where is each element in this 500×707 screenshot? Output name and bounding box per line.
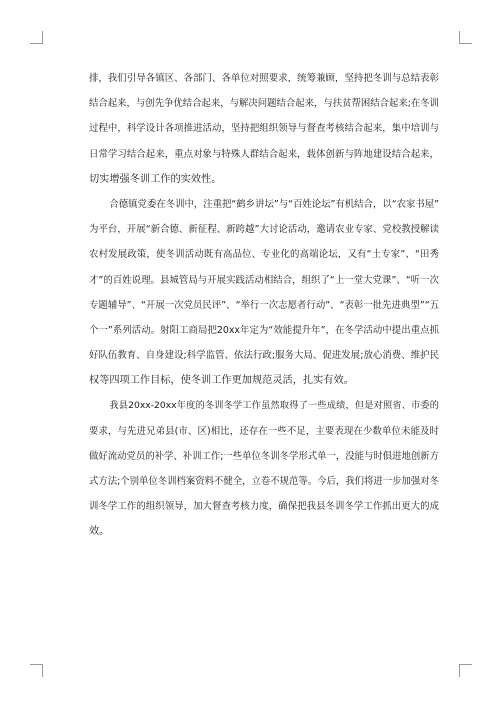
text-line: 专题辅导”、“开展一次党员民评”、“举行一次志愿者行动”、“表彰一批先进典型”“五 <box>89 299 439 311</box>
text-line: 才”的百姓说理。县城管局与开展实践活动相结合，组织了“上一堂大党课”、“听一次 <box>89 274 439 286</box>
crop-mark-bottom-right <box>459 664 472 677</box>
text-line: 我县20xx-20xx年度的冬训冬学工作虽然取得了一些成绩，但是对照省、市委的 <box>109 400 439 412</box>
crop-mark-bottom-left <box>30 664 43 677</box>
text-line: 做好流动党员的补学、补训工作;一些单位冬训冬学形式单一，没能与时俱进地创新方 <box>89 450 439 462</box>
paragraph-3 <box>89 393 439 544</box>
text-line: 切实增强冬训工作的实效性。 <box>89 173 222 185</box>
text-line: 个一”系列活动。射阳工商局把20xx年定为“效能提升年”，在冬学活动中提出重点抓 <box>89 324 439 336</box>
text-line: 训冬学工作的组织领导，加大督查考核力度，确保把我县冬训冬学工作抓出更大的成 <box>89 501 439 513</box>
paragraph-1 <box>89 66 439 192</box>
text-line: 要求，与先进兄弟县(市、区)相比，还存在一些不足，主要表现在少数单位未能及时 <box>89 425 439 437</box>
crop-mark-top-right <box>459 31 472 44</box>
text-line: 过程中，科学设计各项推进活动，坚持把组织领导与督查考核结合起来，集中培训与 <box>89 123 439 135</box>
text-line: 式方法;个别单位冬训档案资料不健全，立卷不规范等。今后，我们将进一步加强对冬 <box>89 476 439 487</box>
document-body <box>89 66 439 545</box>
text-line: 权等四项工作目标，使冬训工作更加规范灵活，扎实有效。 <box>89 375 354 387</box>
text-line: 农村发展政策，使冬训活动既有高品位、专业化的高端论坛，又有“土专家”、“田秀 <box>89 249 439 261</box>
crop-mark-top-left <box>30 31 43 44</box>
paragraph-2 <box>89 192 439 394</box>
text-line: 日常学习结合起来，重点对象与特殊人群结合起来，载体创新与阵地建设结合起来， <box>89 148 439 160</box>
text-line: 合德镇党委在冬训中，注重把“鹤乡讲坛”与“百姓论坛”有机结合，以“农家书屋” <box>109 198 439 210</box>
text-line: 为平台，开展“新合德、新征程、新跨越”大讨论活动，邀请农业专家、党校教授解读 <box>89 224 439 236</box>
text-line: 效。 <box>89 526 110 538</box>
text-line: 好队伍教育、自身建设;科学监管、依法行政;服务大局、促进发展;放心消费、维护民 <box>89 350 439 362</box>
text-line: 结合起来，与创先争优结合起来，与解决问题结合起来，与扶贫帮困结合起来;在冬训 <box>89 98 439 110</box>
text-line: 排，我们引导各镇区、各部门、各单位对照要求，统筹兼顾，坚持把冬训与总结表彰 <box>89 73 439 84</box>
